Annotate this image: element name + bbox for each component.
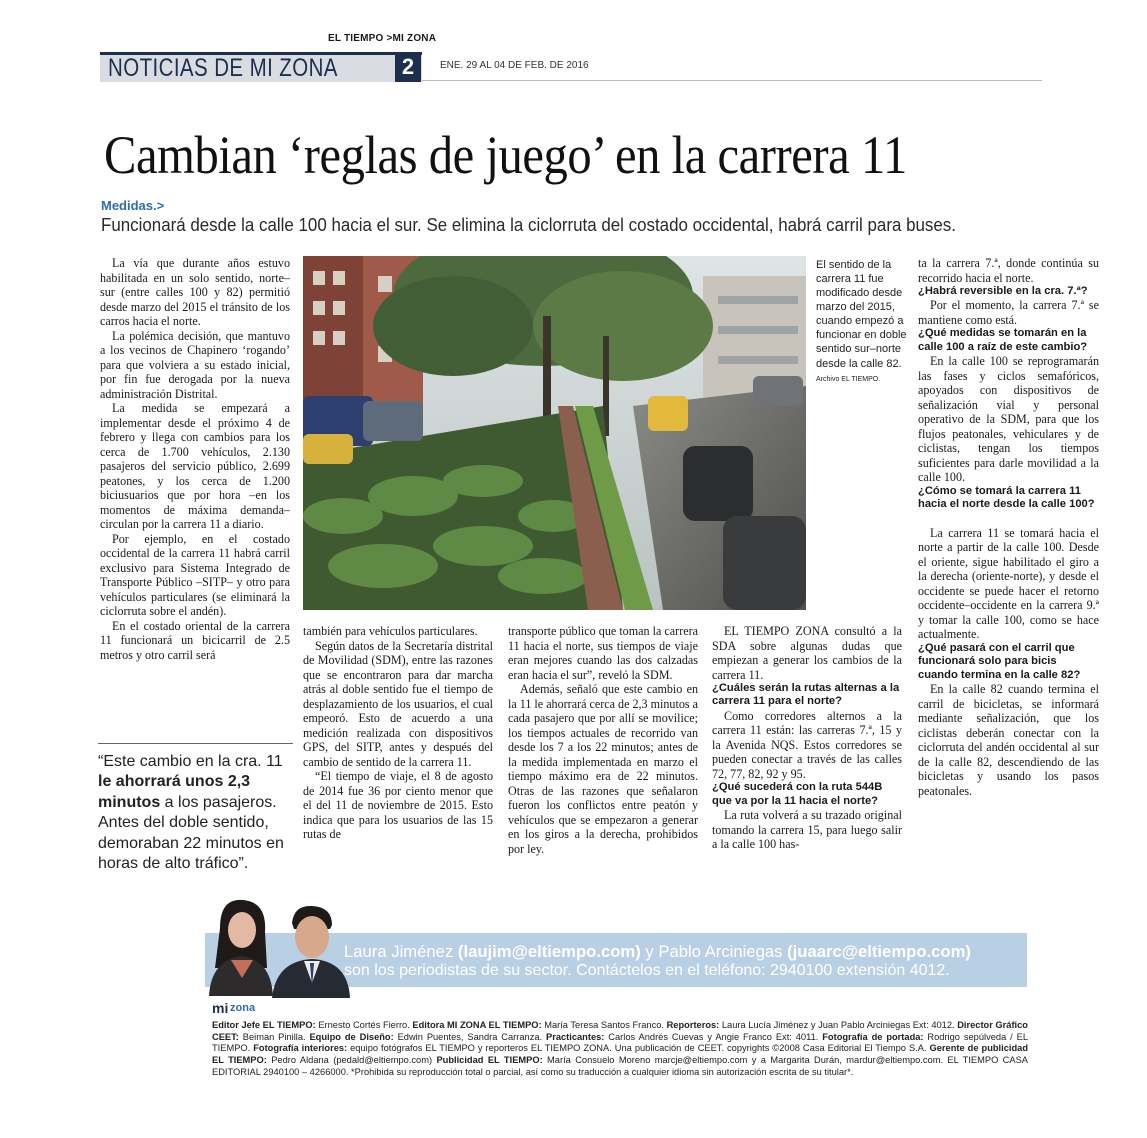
column-3 bbox=[508, 624, 698, 856]
credit-label: Fotografía de portada: bbox=[822, 1031, 924, 1042]
credit-label: Reporteros: bbox=[666, 1020, 720, 1030]
question: ¿Cuáles serán la rutas alternas a la carrera 11 para el norte? bbox=[712, 682, 900, 708]
answer: La carrera 11 se tomará hacia el norte a partir de la calle 100. Desde el oriente, sigue habilitado el giro a la derecha (oriente-norte), y desde el occidente se puede hacer el retorno occidente–occidente en la carrera 9.ª y tomar la calle 100, como se hace actualmente. bbox=[918, 525, 1099, 642]
pullquote-tail: a los pasajeros. Antes del doble sentido, demoraban 22 minutos en horas de alto tráfico”. bbox=[98, 793, 284, 873]
question: ¿Qué medidas se tomarán en la calle 100 a raíz de este cambio? bbox=[918, 327, 1088, 353]
credit-text: Carlos Andrés Cuevas y Angie Franco Ext: 4011. bbox=[604, 1031, 823, 1042]
avatar bbox=[270, 903, 352, 998]
credit-label: Fotografía interiores: bbox=[253, 1043, 348, 1054]
credit-label: Equipo de Diseño: bbox=[309, 1031, 394, 1042]
credit-label: Gerente de publicidad EL TIEMPO: bbox=[212, 1043, 1028, 1066]
brand-label: EL TIEMPO >MI ZONA bbox=[328, 33, 437, 44]
header-rule bbox=[422, 80, 1042, 81]
paragraph: En el costado oriental de la carrera 11 funcionará un bicicarril de 2.5 metros y otro carril será bbox=[100, 618, 290, 662]
question: ¿Habrá reversible en la cra. 7.ª? bbox=[918, 285, 1088, 297]
question: ¿Qué pasará con el carril que funcionará solo para bicis cuando termina en la calle 82? bbox=[918, 641, 1081, 681]
paragraph: Por ejemplo, en el costado occidental de la carrera 11 habrá carril exclusivo para Sistema Integrado de Transporte Público –SITP– y otro para vehículos particulares (se eliminará la ciclorruta sobre el andén). bbox=[100, 531, 290, 618]
credit-label: Editor Jefe EL TIEMPO: bbox=[212, 1020, 316, 1030]
column-2 bbox=[303, 624, 493, 842]
reporter-name: y Pablo Arciniegas bbox=[640, 942, 788, 961]
section-number: 2 bbox=[395, 52, 421, 82]
reporter-email[interactable]: (laujim@eltiempo.com) bbox=[457, 942, 641, 961]
staff-credits bbox=[212, 1020, 1028, 1079]
paragraph: Además, señaló que este cambio en la 11 le ahorrará cerca de 2,3 minutos a cada pasajero que por allí se movilice; los tiempos actuales de recorrido van desde los 7 a los 22 minutos; antes de la medida implementada en marzo el tiempo máximo era de 22 minutos. Otras de las razones que señalaron fueron los conflictos entre peatón y vehículos que se empezaron a generar en los giros a la derecha, prohibidos por ley. bbox=[508, 682, 698, 856]
column-5 bbox=[918, 256, 1099, 798]
photo-caption bbox=[816, 258, 912, 385]
section-title: NOTICIAS DE MI ZONA bbox=[108, 54, 338, 82]
paragraph: La medida se empezará a implementar desde el próximo 4 de febrero y llega con cambios para los cerca de 1.700 vehículos, 2.130 pasajeros del servicio público, 2.699 peatones, y los cerca de 1.200 biciusuarios que por hora –en los momentos de máxima demanda– circulan por la carrera 11 a diario. bbox=[100, 401, 290, 531]
credit-label: Editora MI ZONA EL TIEMPO: bbox=[412, 1020, 542, 1030]
credit-text: Edwin Puentes, Sandra Carranza. bbox=[393, 1031, 546, 1042]
credit-text: Rodrigo sepúlveda / EL TIEMPO. bbox=[212, 1031, 1028, 1054]
avatar bbox=[205, 898, 275, 996]
paragraph: “El tiempo de viaje, el 8 de agosto de 2014 fue 36 por ciento menor que el del 11 de noviembre de 2015. Esto indica que para los usuarios de las 15 rutas de bbox=[303, 769, 493, 841]
column-4 bbox=[712, 624, 902, 852]
credit-text: Ernesto Cortés Fierro. bbox=[315, 1020, 413, 1030]
paragraph: La vía que durante años estuvo habilitada en un solo sentido, norte–sur (entre calles 100 y 82) permitió desde marzo del 2015 el tránsito de los carros hacia el norte. bbox=[100, 256, 290, 328]
question: ¿Cómo se tomará la carrera 11 hacia el norte desde la calle 100? bbox=[918, 484, 1095, 511]
paragraph: ta la carrera 7.ª, donde continúa su recorrido hacia el norte. bbox=[918, 256, 1099, 285]
credit-text: Beiman Pinilla. bbox=[238, 1031, 310, 1042]
pullquote-lead: “Este cambio en la cra. 11 bbox=[98, 753, 283, 770]
caption-credit: Archivo EL TIEMPO. bbox=[816, 375, 881, 383]
contact-line-2: son los periodistas de su sector. Contáctelos en el teléfono: 2940100 extensión 4012. bbox=[344, 962, 950, 979]
credit-label: Practicantes: bbox=[546, 1031, 605, 1042]
caption-text: El sentido de la carrera 11 fue modificado desde marzo del 2015, cuando empezó a funcionar en doble sentido sur–norte desde la calle 82. bbox=[816, 259, 907, 370]
answer: La ruta volverá a su trazado original tomando la carrera 15, para luego salir a la calle 100 has- bbox=[712, 808, 902, 852]
mizona-logo-mi: mi bbox=[212, 1000, 229, 1016]
paragraph: EL TIEMPO ZONA consultó a la SDA sobre algunas dudas que empiezan a generar los cambios de la carrera 11. bbox=[712, 624, 902, 682]
mizona-logo-zona: zona bbox=[230, 1002, 256, 1014]
contact-line-1 bbox=[344, 942, 971, 962]
credit-label: Director Gráfico CEET: bbox=[212, 1020, 1028, 1042]
answer: Por el momento, la carrera 7.ª se mantiene como está. bbox=[918, 298, 1099, 327]
answer: Como corredores alternos a la carrera 11 están: las carreras 7.ª, 15 y la Avenida NQS. Estos corredores se pueden conectar a través de las calles 72, 77, 82, 92 y 95. bbox=[712, 708, 902, 781]
credit-text: Laura Lucía Jiménez y Juan Pablo Arciniegas Ext: 4012. bbox=[719, 1020, 958, 1030]
answer: En la calle 100 se reprogramarán las fases y ciclos semafóricos, apoyados con dispositivos de señalización vial y personal operativo de la SDM, para que los flujos peatonales, vehiculares y de ciclistas, tengan los tiempos suficientes para darle movilidad a la calle 100. bbox=[918, 354, 1099, 485]
paragraph: también para vehículos particulares. bbox=[303, 624, 478, 638]
headline: Cambian ‘reglas de juego’ en la carrera 11 bbox=[104, 125, 907, 185]
issue-date: ENE. 29 AL 04 DE FEB. DE 2016 bbox=[440, 60, 589, 71]
paragraph: transporte público que toman la carrera 11 hacia el norte, sus tiempos de viaje eran mejores cuando las dos calzadas eran hacia el sur”, reveló la SDM. bbox=[508, 624, 698, 682]
reporter-name: Laura Jiménez bbox=[344, 942, 458, 961]
pullquote-rule bbox=[98, 743, 293, 744]
answer: En la calle 82 cuando termina el carril de bicicletas, se informará mediante señalización, que los ciclistas deberán conectar con la ciclorruta del andén occidental al sur de la calle 82, descendiendo de las bicicletas y usando los pasos peatonales. bbox=[918, 682, 1099, 798]
street-photo bbox=[303, 256, 806, 610]
pullquote-highlight: le ahorrará unos 2,3 minutos bbox=[98, 773, 251, 811]
credit-text: Pedro Aldana (pedald@eltiempo.com) bbox=[266, 1055, 437, 1066]
column-1 bbox=[100, 256, 290, 662]
question: ¿Qué sucederá con la ruta 544B que va por la 11 hacia el norte? bbox=[712, 781, 883, 807]
credit-text: María Teresa Santos Franco. bbox=[541, 1020, 667, 1030]
reporter-email[interactable]: (juaarc@eltiempo.com) bbox=[787, 942, 971, 961]
credit-text: equipo fotógrafos EL TIEMPO y reporteros EL TIEMPO ZONA. Una publicación de CEET. copyrights ©2008 Casa Editorial El Tiempo S.A. bbox=[347, 1043, 930, 1054]
kicker: Medidas.> bbox=[101, 198, 165, 213]
deck: Funcionará desde la calle 100 hacia el sur. Se elimina la ciclorruta del costado occidental, habrá carril para buses. bbox=[101, 215, 956, 235]
credit-label: Publicidad EL TIEMPO: bbox=[436, 1055, 543, 1066]
paragraph: Según datos de la Secretaría distrital de Movilidad (SDM), entre las razones que se encontraron para dar marcha atrás al doble sentido fue el tiempo de desplazamiento de los usuarios, el cual empeoró. Esto de acuerdo a una medición realizada con dispositivos GPS, del SITP, antes y después del cambio de sentido de la carrera 11. bbox=[303, 638, 493, 769]
paragraph: La polémica decisión, que mantuvo a los vecinos de Chapinero ‘rogando’ para que volviera a su estado inicial, por fin fue derogada por la nueva administración Distrital. bbox=[100, 328, 290, 401]
street-photo-illustration bbox=[303, 256, 806, 610]
pull-quote bbox=[98, 752, 288, 875]
credit-text: María Consuelo Moreno marcje@eltiempo.com y a Margarita Durán, mardur@eltiempo.com. EL TIEMPO CASA EDITORIAL 2940100 – 4266000. *Prohibida su reproducción total o parcial, así como su traducción a cualquier idioma sin autorización escrita de su titular*. bbox=[212, 1055, 1028, 1077]
